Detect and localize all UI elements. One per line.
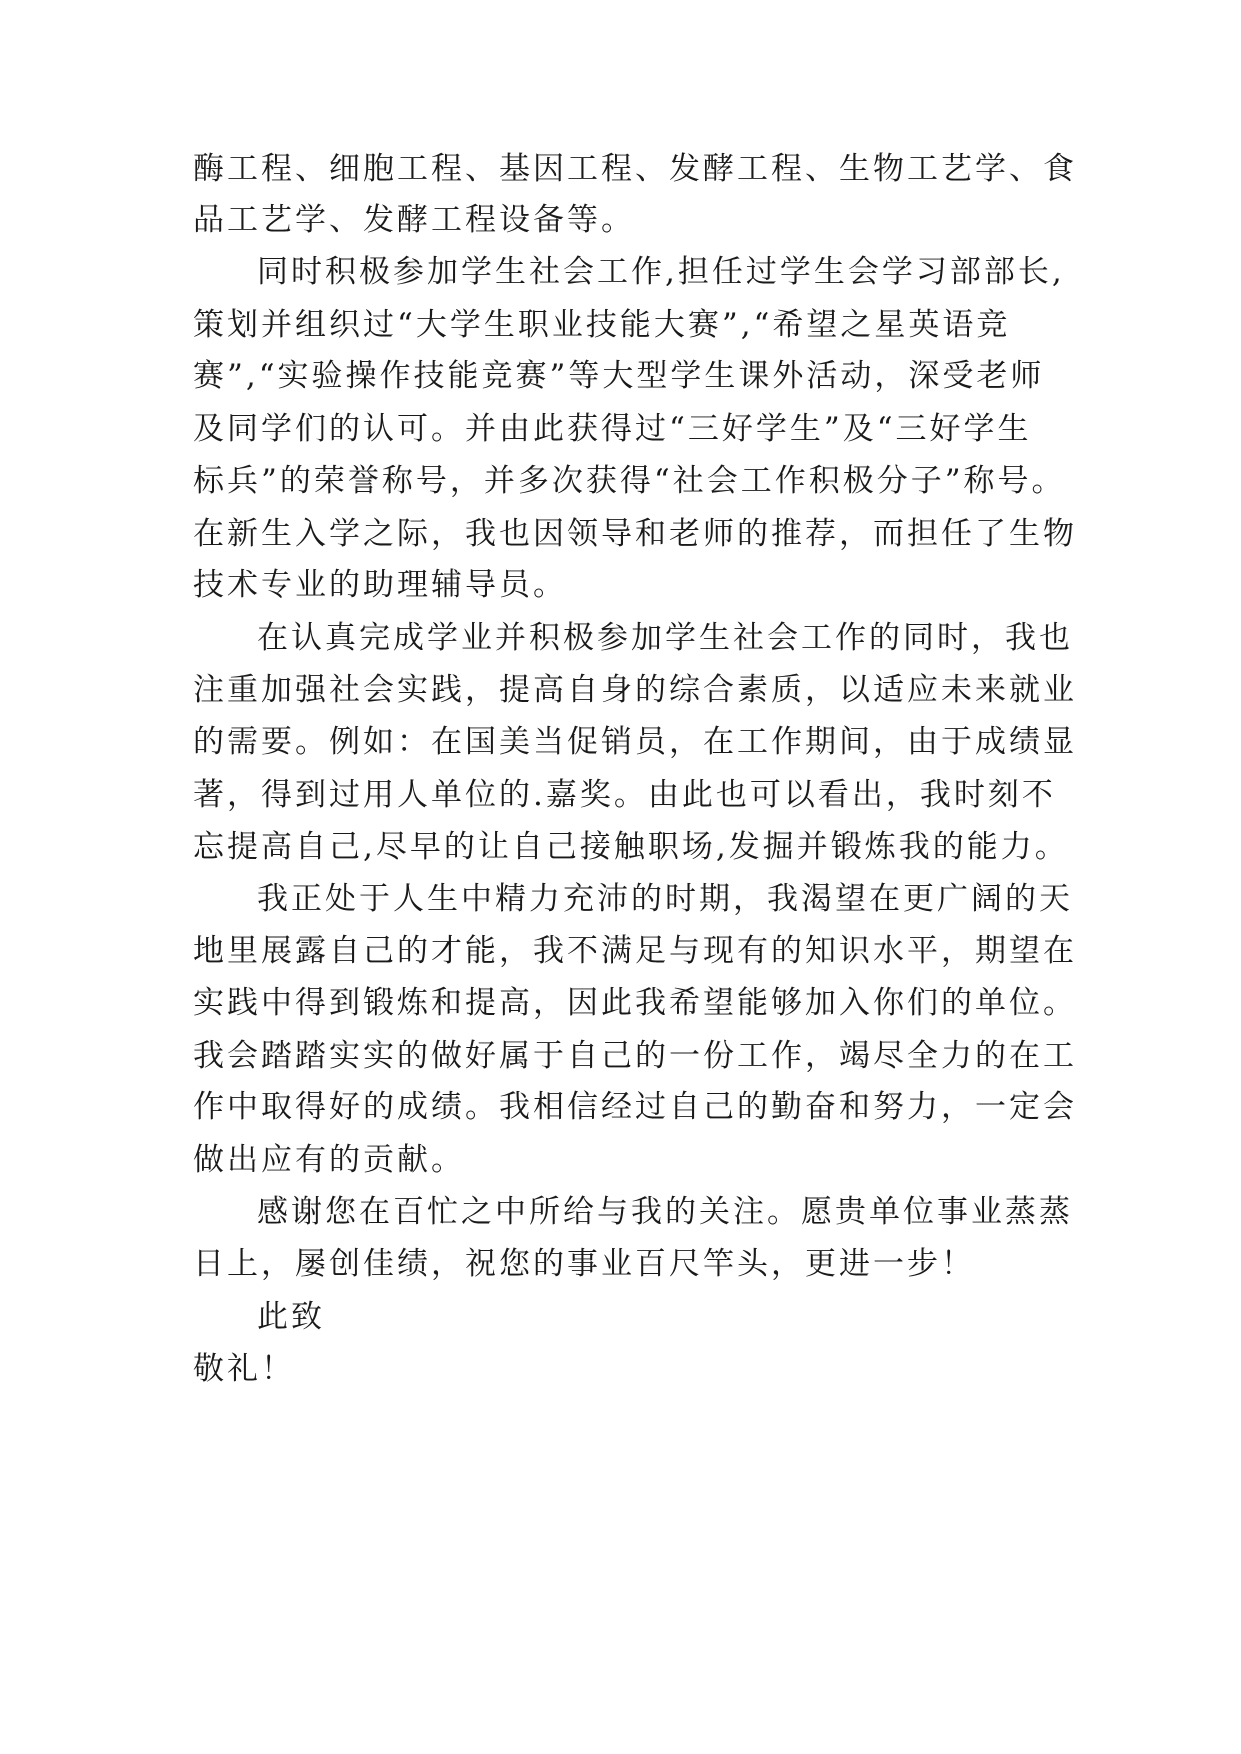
paragraph-start-line: 在认真完成学业并积极参加学生社会工作的同时，我也 xyxy=(257,620,1073,656)
text-line: 著，得到过用人单位的.嘉奖。由此也可以看出，我时刻不 xyxy=(193,777,1056,813)
text-line: 的需要。例如：在国美当促销员，在工作期间，由于成绩显 xyxy=(193,724,1077,760)
closing-phrase: 此致 xyxy=(257,1299,325,1335)
text-line: 赛”,“实验操作技能竞赛”等大型学生课外活动，深受老师 xyxy=(193,358,1045,394)
text-line: 作中取得好的成绩。我相信经过自己的勤奋和努力，一定会 xyxy=(193,1089,1077,1125)
text-line: 品工艺学、发酵工程设备等。 xyxy=(193,202,635,238)
paragraph-start-line: 感谢您在百忙之中所给与我的关注。愿贵单位事业蒸蒸 xyxy=(257,1194,1073,1230)
text-line: 我会踏踏实实的做好属于自己的一份工作，竭尽全力的在工 xyxy=(193,1038,1077,1074)
text-line: 技术专业的助理辅导员。 xyxy=(193,567,567,603)
text-line: 注重加强社会实践，提高自身的综合素质，以适应未来就业 xyxy=(193,672,1077,708)
text-line: 策划并组织过“大学生职业技能大赛”,“希望之星英语竞 xyxy=(193,307,1011,343)
paragraph-start-line: 同时积极参加学生社会工作,担任过学生会学习部部长, xyxy=(257,254,1065,290)
text-line: 地里展露自己的才能，我不满足与现有的知识水平，期望在 xyxy=(193,933,1077,969)
text-line: 标兵”的荣誉称号，并多次获得“社会工作积极分子”称号。 xyxy=(193,463,1066,499)
paragraph-start-line: 我正处于人生中精力充沛的时期，我渴望在更广阔的天 xyxy=(257,881,1073,917)
text-line: 实践中得到锻炼和提高，因此我希望能够加入你们的单位。 xyxy=(193,985,1077,1021)
closing-salute: 敬礼！ xyxy=(193,1351,295,1387)
text-line: 及同学们的认可。并由此获得过“三好学生”及“三好学生 xyxy=(193,411,1032,447)
text-line: 日上，屡创佳绩，祝您的事业百尺竿头，更进一步！ xyxy=(193,1246,975,1282)
text-line: 做出应有的贡献。 xyxy=(193,1142,465,1178)
text-line: 忘提高自己,尽早的让自己接触职场,发掘并锻炼我的能力。 xyxy=(193,829,1069,865)
text-line: 酶工程、细胞工程、基因工程、发酵工程、生物工艺学、食 xyxy=(193,151,1077,187)
text-line: 在新生入学之际，我也因领导和老师的推荐，而担任了生物 xyxy=(193,516,1077,552)
